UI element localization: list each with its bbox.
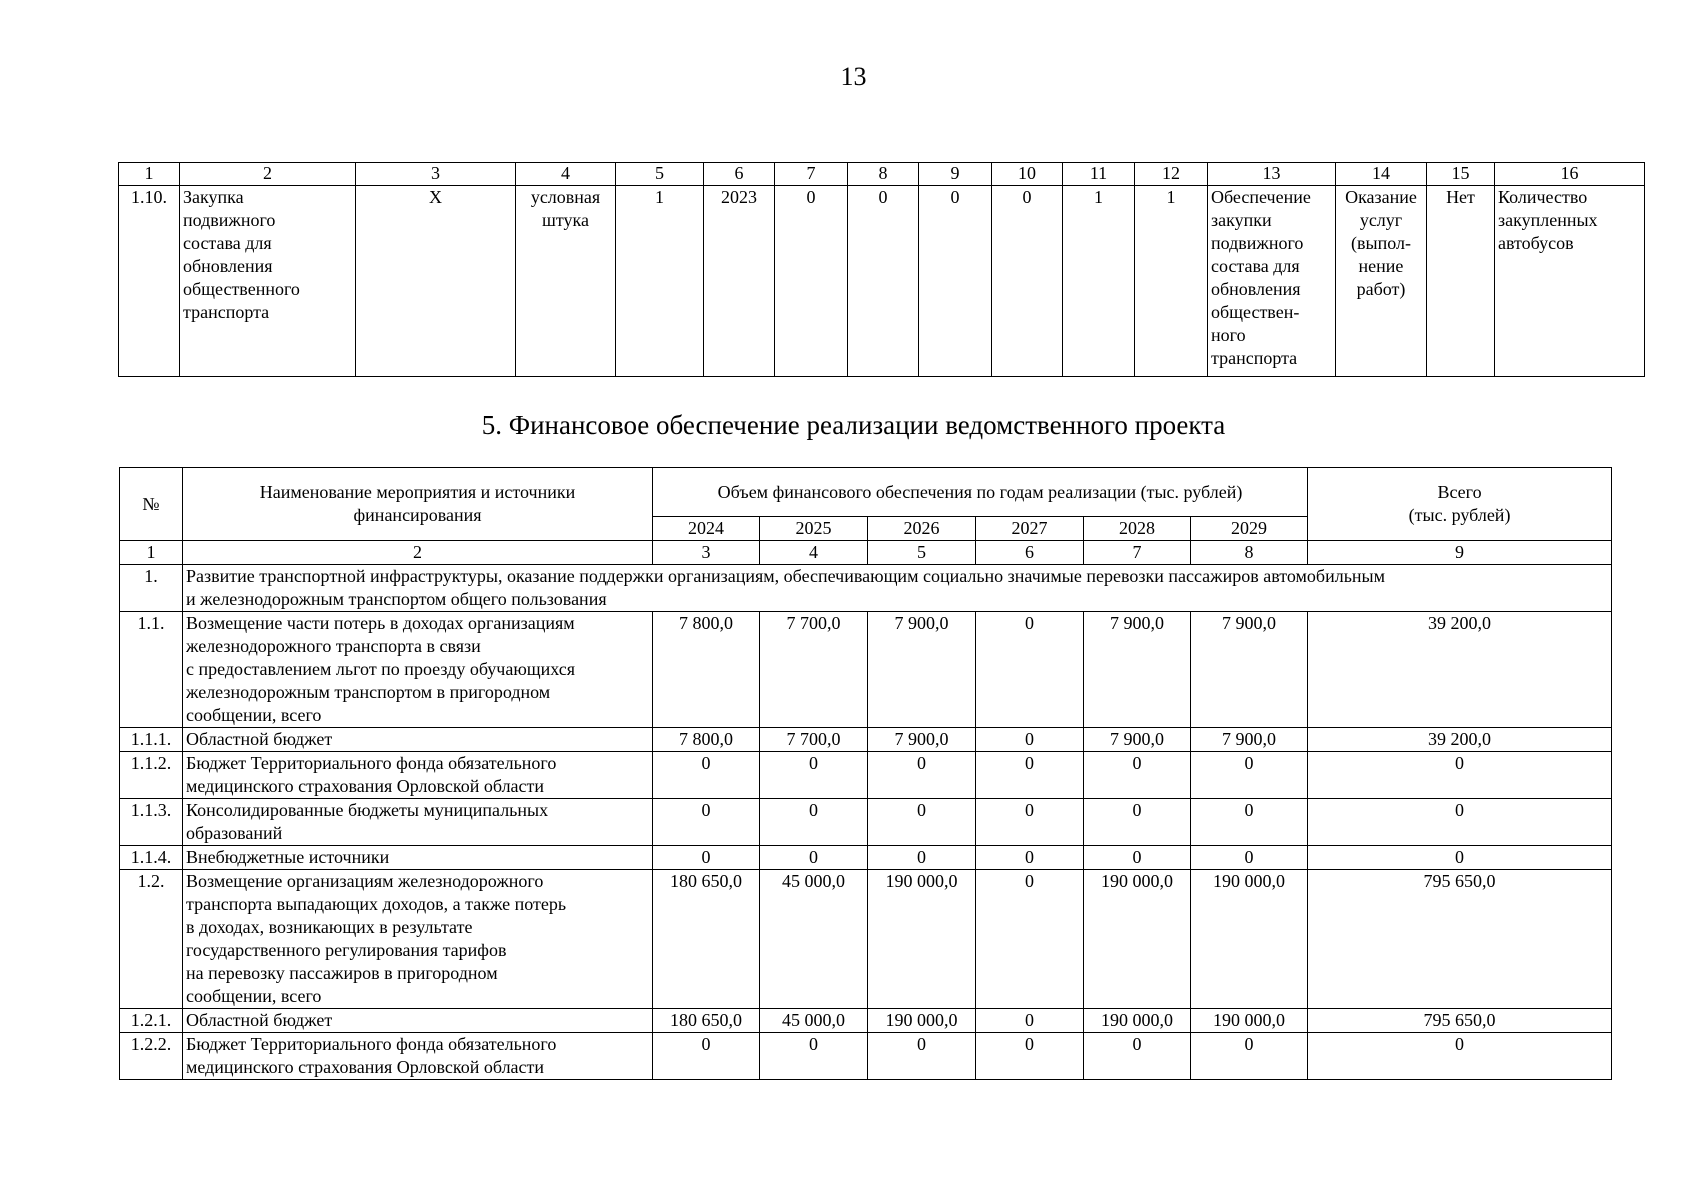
value-cell: 0 <box>976 728 1084 752</box>
col-num: 10 <box>992 163 1063 186</box>
text-line: ного <box>1211 325 1246 345</box>
value-cell: 7 900,0 <box>1191 728 1308 752</box>
col-num: 16 <box>1495 163 1645 186</box>
text-line: Развитие транспортной инфраструктуры, оказание поддержки организациям, обеспечивающим социально значимые перевозки пассажиров автомобильным <box>186 566 1386 586</box>
row-number: 1.2.1. <box>120 1009 183 1033</box>
row-number: 1.1.2. <box>120 752 183 799</box>
value-cell: 0 <box>653 752 760 799</box>
year-header: 2029 <box>1191 517 1308 541</box>
header-name <box>183 468 653 541</box>
value-cell: 190 000,0 <box>1084 870 1191 1009</box>
year-header: 2027 <box>976 517 1084 541</box>
value-cell: 0 <box>760 846 868 870</box>
text-line: сообщении, всего <box>186 986 322 1006</box>
value-cell: 0 <box>1084 1033 1191 1080</box>
row-number: 1.1.4. <box>120 846 183 870</box>
col-num: 2 <box>183 541 653 565</box>
text-line: Областной бюджет <box>186 729 333 749</box>
col-num: 13 <box>1208 163 1336 186</box>
text-line: железнодорожного транспорта в связи <box>186 636 481 656</box>
text-line: подвижного <box>183 210 276 230</box>
row-number: 1.1.1. <box>120 728 183 752</box>
row-name <box>183 728 653 752</box>
value-cell: 0 <box>1084 799 1191 846</box>
value-cell: 180 650,0 <box>653 870 760 1009</box>
table-row <box>120 612 1612 728</box>
text-line: сообщении, всего <box>186 705 322 725</box>
col-num: 11 <box>1063 163 1135 186</box>
header-volume: Объем финансового обеспечения по годам реализации (тыс. рублей) <box>653 468 1308 517</box>
col-num: 5 <box>616 163 704 186</box>
column-number-row <box>120 541 1612 565</box>
value-cell: 0 <box>976 612 1084 728</box>
cell: 1 <box>1063 186 1135 377</box>
value-cell: 0 <box>976 752 1084 799</box>
cell <box>1336 186 1427 377</box>
value-cell: 190 000,0 <box>868 870 976 1009</box>
value-cell: 0 <box>1191 846 1308 870</box>
text-line: железнодорожным транспортом в пригородном <box>186 682 551 702</box>
value-cell: 7 900,0 <box>1191 612 1308 728</box>
cell <box>1208 186 1336 377</box>
text-line: Всего <box>1437 482 1482 502</box>
col-num: 2 <box>180 163 356 186</box>
text-line: транспорта <box>1211 348 1298 368</box>
col-num: 7 <box>1084 541 1191 565</box>
total-cell: 39 200,0 <box>1308 612 1612 728</box>
text-line: обновления <box>183 256 273 276</box>
financing-table <box>119 467 1612 1080</box>
value-cell: 190 000,0 <box>1191 1009 1308 1033</box>
text-line: с предоставлением льгот по проезду обучающихся <box>186 659 576 679</box>
table-row <box>120 728 1612 752</box>
col-num: 6 <box>976 541 1084 565</box>
value-cell: 0 <box>760 1033 868 1080</box>
value-cell: 45 000,0 <box>760 1009 868 1033</box>
col-num: 8 <box>1191 541 1308 565</box>
cell: X <box>356 186 516 377</box>
text-line: медицинского страхования Орловской области <box>186 1057 545 1077</box>
text-line: в доходах, возникающих в результате <box>186 917 473 937</box>
col-num: 9 <box>1308 541 1612 565</box>
table-row <box>119 186 1645 377</box>
text-line: Наименование мероприятия и источники <box>259 482 576 502</box>
value-cell: 7 800,0 <box>653 728 760 752</box>
col-num: 14 <box>1336 163 1427 186</box>
table-row <box>120 846 1612 870</box>
total-cell: 0 <box>1308 799 1612 846</box>
header-num: № <box>120 468 183 541</box>
col-num: 5 <box>868 541 976 565</box>
value-cell: 0 <box>976 1033 1084 1080</box>
table-row <box>120 799 1612 846</box>
value-cell: 190 000,0 <box>1191 870 1308 1009</box>
value-cell: 0 <box>1084 752 1191 799</box>
text-line: медицинского страхования Орловской области <box>186 776 545 796</box>
value-cell: 7 800,0 <box>653 612 760 728</box>
col-num: 9 <box>919 163 992 186</box>
text-line: состава для <box>1211 256 1300 276</box>
table-row <box>120 1033 1612 1080</box>
value-cell: 0 <box>1084 846 1191 870</box>
text-line: Консолидированные бюджеты муниципальных <box>186 800 549 820</box>
value-cell: 0 <box>653 846 760 870</box>
text-line: нение <box>1358 256 1404 276</box>
row-name <box>183 870 653 1009</box>
text-line: закупки <box>1211 210 1272 230</box>
row-number: 1.10. <box>119 186 180 377</box>
cell: 0 <box>992 186 1063 377</box>
row-name <box>183 565 1612 612</box>
year-header: 2025 <box>760 517 868 541</box>
text-line: условная <box>530 187 601 207</box>
value-cell: 7 900,0 <box>868 612 976 728</box>
value-cell: 0 <box>653 1033 760 1080</box>
text-line: Внебюджетные источники <box>186 847 390 867</box>
value-cell: 7 700,0 <box>760 728 868 752</box>
col-num: 15 <box>1427 163 1495 186</box>
text-line: штука <box>542 210 589 230</box>
total-cell: 0 <box>1308 1033 1612 1080</box>
value-cell: 180 650,0 <box>653 1009 760 1033</box>
row-name <box>183 799 653 846</box>
value-cell: 0 <box>868 799 976 846</box>
text-line: общественного <box>183 279 300 299</box>
col-num: 4 <box>760 541 868 565</box>
row-number: 1.1. <box>120 612 183 728</box>
value-cell: 0 <box>653 799 760 846</box>
text-line: подвижного <box>1211 233 1304 253</box>
unit-cell <box>516 186 616 377</box>
row-number: 1.2.2. <box>120 1033 183 1080</box>
cell: Нет <box>1427 186 1495 377</box>
table-row <box>120 870 1612 1009</box>
text-line: обновления <box>1211 279 1301 299</box>
value-cell: 7 900,0 <box>1084 612 1191 728</box>
text-line: и железнодорожным транспортом общего пользования <box>186 589 607 609</box>
column-number-row <box>119 163 1645 186</box>
header-row <box>120 468 1612 517</box>
text-line: Бюджет Территориального фонда обязательного <box>186 1034 557 1054</box>
value-cell: 0 <box>976 846 1084 870</box>
row-name <box>183 1009 653 1033</box>
page-number: 13 <box>840 62 867 91</box>
text-line: Областной бюджет <box>186 1010 333 1030</box>
col-num: 3 <box>356 163 516 186</box>
value-cell: 0 <box>868 1033 976 1080</box>
text-line: автобусов <box>1498 233 1574 253</box>
col-num: 12 <box>1135 163 1208 186</box>
col-num: 8 <box>848 163 919 186</box>
value-cell: 0 <box>760 799 868 846</box>
value-cell: 0 <box>1191 1033 1308 1080</box>
col-num: 4 <box>516 163 616 186</box>
text-line: обществен- <box>1211 302 1300 322</box>
col-num: 1 <box>120 541 183 565</box>
cell: 0 <box>775 186 848 377</box>
text-line: на перевозку пассажиров в пригородном <box>186 963 498 983</box>
text-line: услуг <box>1359 210 1403 230</box>
value-cell: 0 <box>1191 799 1308 846</box>
row-name <box>183 612 653 728</box>
value-cell: 0 <box>976 870 1084 1009</box>
total-cell: 39 200,0 <box>1308 728 1612 752</box>
total-cell: 0 <box>1308 846 1612 870</box>
header-total <box>1308 468 1612 541</box>
text-line: транспорта <box>183 302 270 322</box>
cell: 1 <box>1135 186 1208 377</box>
total-cell: 795 650,0 <box>1308 870 1612 1009</box>
cell: 0 <box>848 186 919 377</box>
text-line: финансирования <box>353 505 482 525</box>
table-row <box>120 752 1612 799</box>
col-num: 6 <box>704 163 775 186</box>
total-cell: 0 <box>1308 752 1612 799</box>
text-line: закупленных <box>1498 210 1598 230</box>
text-line: Обеспечение <box>1211 187 1311 207</box>
col-num: 3 <box>653 541 760 565</box>
row-number: 1. <box>120 565 183 612</box>
year-cell: 2023 <box>704 186 775 377</box>
row-name <box>183 752 653 799</box>
text-line: Возмещение части потерь в доходах организациям <box>186 613 575 633</box>
row-name <box>183 846 653 870</box>
value-cell: 0 <box>868 752 976 799</box>
cell: 1 <box>616 186 704 377</box>
text-line: Оказание <box>1345 187 1417 207</box>
row-number: 1.2. <box>120 870 183 1009</box>
section-title: 5. Финансовое обеспечение реализации ведомственного проекта <box>481 410 1226 440</box>
value-cell: 7 700,0 <box>760 612 868 728</box>
row-name <box>183 1033 653 1080</box>
year-header: 2026 <box>868 517 976 541</box>
text-line: Количество <box>1498 187 1588 207</box>
row-name <box>180 186 356 377</box>
text-line: (тыс. рублей) <box>1408 505 1511 525</box>
text-line: (выпол- <box>1351 233 1411 253</box>
text-line: государственного регулирования тарифов <box>186 940 507 960</box>
table-row <box>120 1009 1612 1033</box>
value-cell: 7 900,0 <box>1084 728 1191 752</box>
value-cell: 0 <box>868 846 976 870</box>
indicator-table <box>118 162 1645 377</box>
col-num: 1 <box>119 163 180 186</box>
text-line: работ) <box>1356 279 1406 299</box>
total-cell: 795 650,0 <box>1308 1009 1612 1033</box>
value-cell: 45 000,0 <box>760 870 868 1009</box>
value-cell: 0 <box>976 799 1084 846</box>
year-header: 2028 <box>1084 517 1191 541</box>
table-row <box>120 565 1612 612</box>
value-cell: 0 <box>976 1009 1084 1033</box>
col-num: 7 <box>775 163 848 186</box>
year-header: 2024 <box>653 517 760 541</box>
text-line: образований <box>186 823 283 843</box>
text-line: Бюджет Территориального фонда обязательного <box>186 753 557 773</box>
text-line: Закупка <box>183 187 244 207</box>
cell <box>1495 186 1645 377</box>
value-cell: 190 000,0 <box>1084 1009 1191 1033</box>
text-line: состава для <box>183 233 272 253</box>
row-number: 1.1.3. <box>120 799 183 846</box>
text-line: транспорта выпадающих доходов, а также потерь <box>186 894 567 914</box>
text-line: Возмещение организациям железнодорожного <box>186 871 544 891</box>
value-cell: 0 <box>1191 752 1308 799</box>
value-cell: 190 000,0 <box>868 1009 976 1033</box>
value-cell: 7 900,0 <box>868 728 976 752</box>
value-cell: 0 <box>760 752 868 799</box>
cell: 0 <box>919 186 992 377</box>
